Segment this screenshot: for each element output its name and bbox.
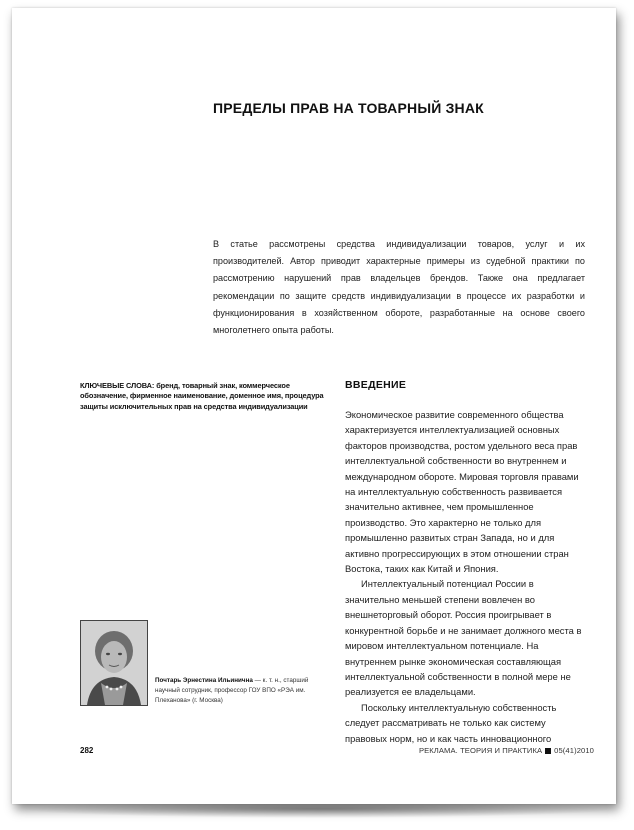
section-body: [345, 407, 588, 746]
author-details: — к. т. н., старший научный сотрудник, профессор ГОУ ВПО «РЭА им. Плеханова» (г. Москва): [155, 677, 309, 704]
author-caption: [155, 676, 327, 706]
paragraph: Экономическое развитие современного общества характеризуется интеллектуализацией основных факторов производства, ростом удельного веса прав интеллектуальной собственности во внутреннем и международном обороте. Мировая торговля правами на интеллектуальную собственность развивается значительно активнее, чем промышленное производство. Это характерно не только для промышленно развитых стран Запада, но и для активно прогрессирующих в этом отношении стран Востока, таких как Китай и Япония.: [345, 409, 579, 575]
page-number: 282: [80, 746, 94, 755]
running-footer: [419, 746, 594, 755]
square-bullet-icon: [545, 748, 551, 754]
journal-name: РЕКЛАМА. ТЕОРИЯ И ПРАКТИКА: [418, 746, 543, 755]
paragraph: Поскольку интеллектуальную собственность следует рассматривать не только как систему правовых норм, но и как часть инновационного: [345, 701, 557, 744]
paragraph: Интеллектуальный потенциал России в значительно меньшей степени вовлечен во внешнеторговый оборот. Россия проигрывает в конкурентной борьбе и не занимает должного места в мировом интеллектуальном потенциале. На внутреннем рынке экономическая составляющая интеллектуальной собственности в полной мере не реализуется ее владельцами.: [345, 578, 582, 698]
portrait-image: [81, 621, 147, 705]
section-heading: ВВЕДЕНИЕ: [345, 379, 407, 391]
article-abstract: [213, 236, 585, 339]
issue-number: 05(41)2010: [554, 746, 594, 755]
author-name: Почтарь Эрнестина Ильинична: [155, 677, 253, 684]
article-title: ПРЕДЕЛЫ ПРАВ НА ТОВАРНЫЙ ЗНАК: [213, 100, 484, 116]
keywords-block: КЛЮЧЕВЫЕ СЛОВА: бренд, товарный знак, коммерческое обозначение, фирменное наименование, доменное имя, процедура защиты исключительных прав на средства индивидуализации: [80, 381, 324, 411]
abstract-text: В статье рассмотрены средства индивидуализации товаров, услуг и их производителей. Автор приводит характерные примеры из судебной практики по рассмотрению нарушений прав владельцев брендов. Также она предлагает рекомендации по защите средств индивидуализации в процессе их разработки и функционирования в хозяйственном обороте, разработанные на основе своего многолетнего опыта работы.: [213, 239, 585, 336]
author-photo: [80, 620, 148, 706]
